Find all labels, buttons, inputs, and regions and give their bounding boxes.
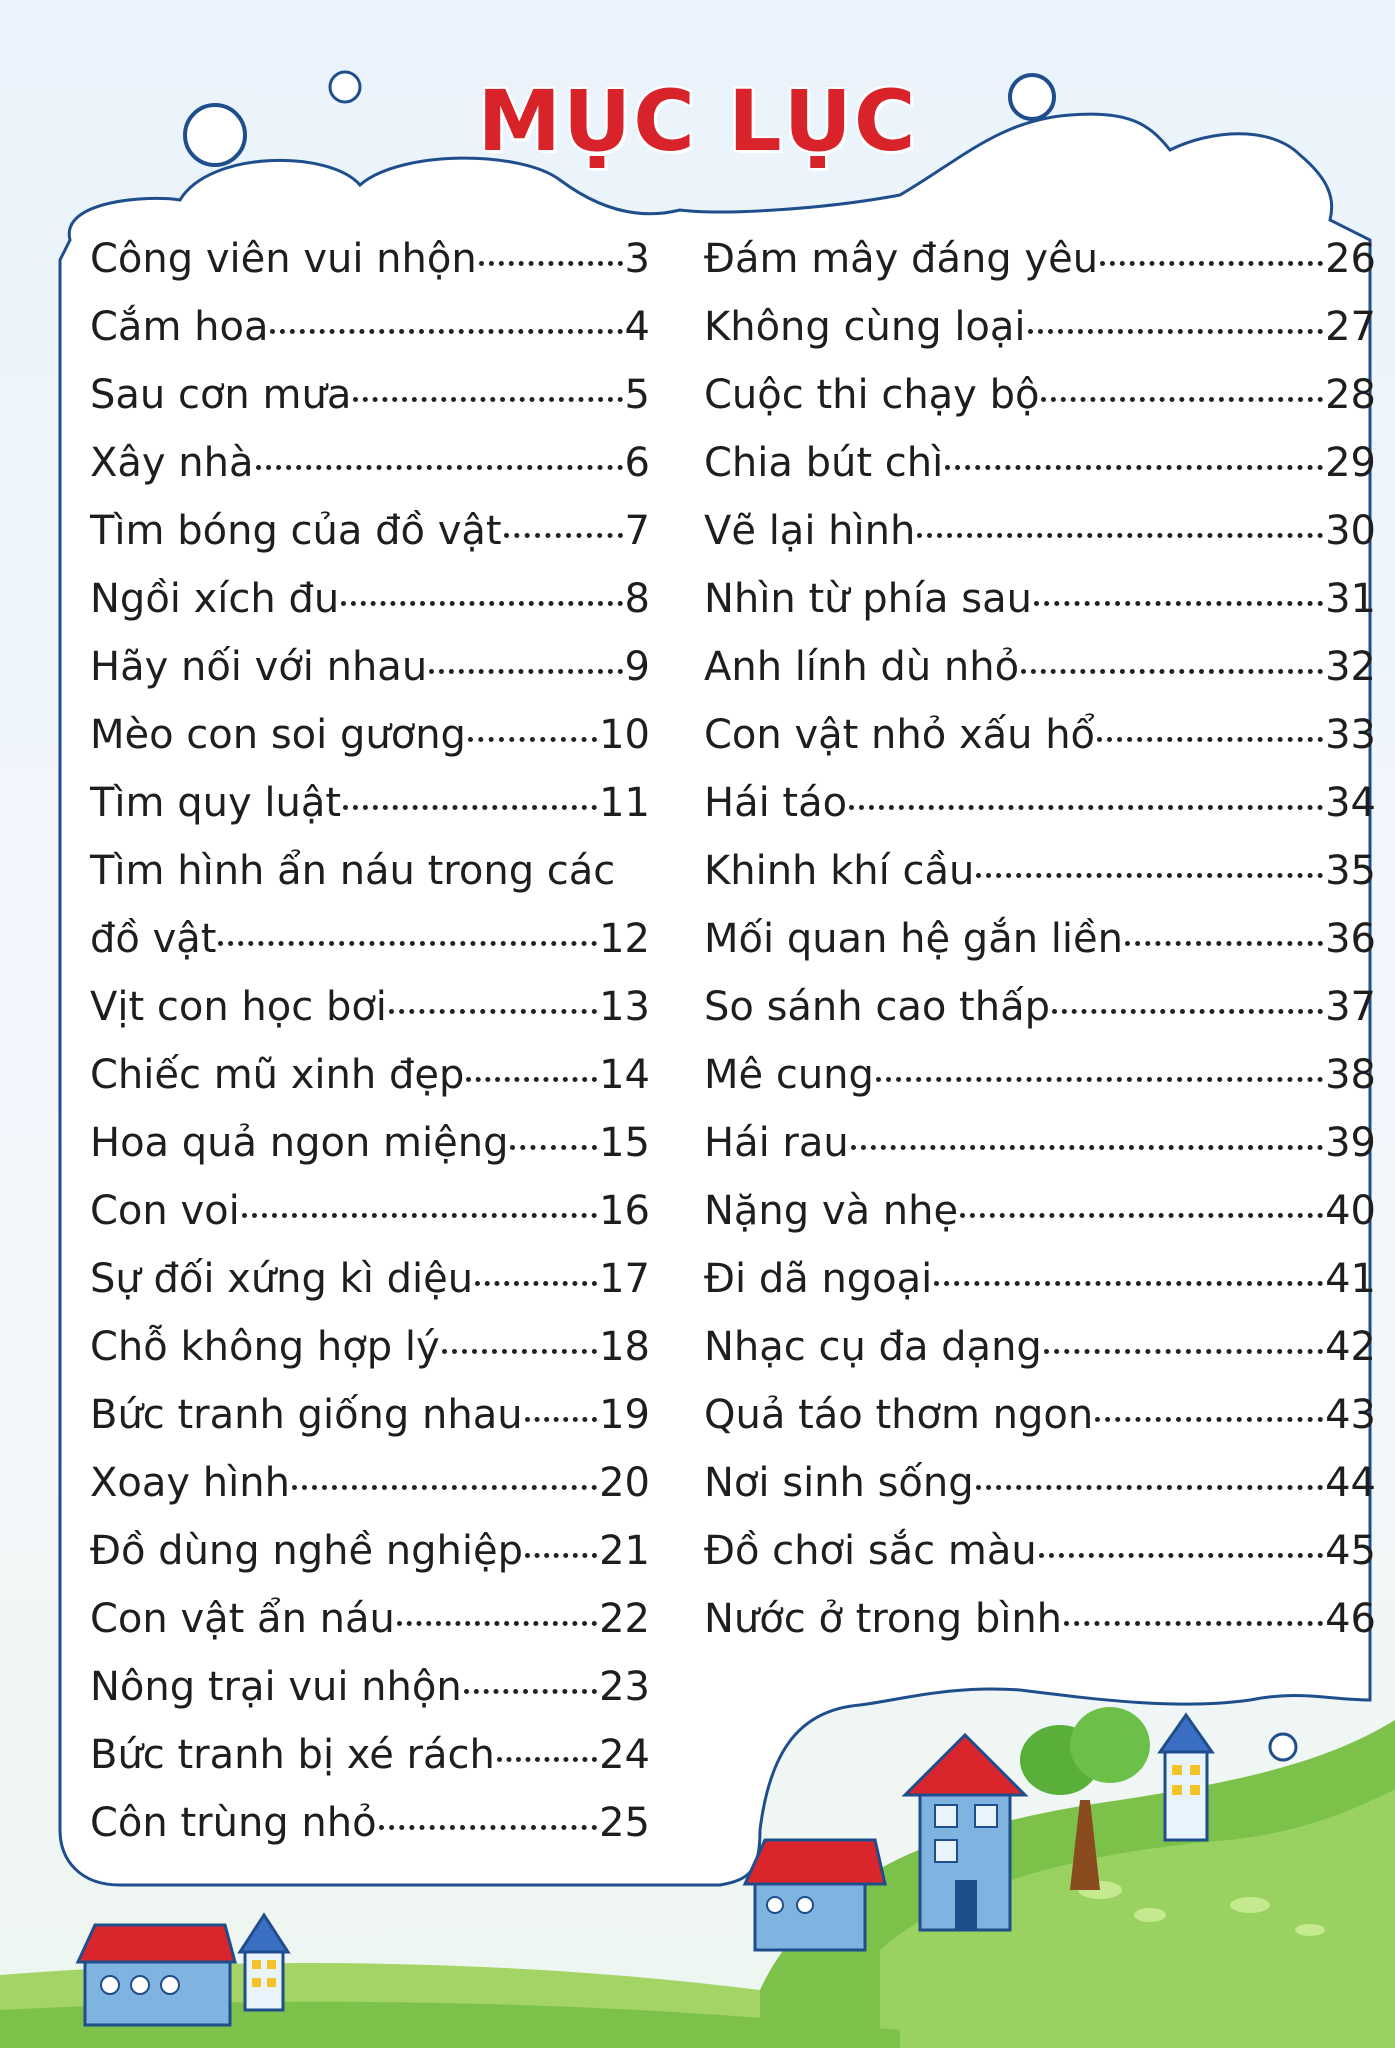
toc-entry-title: Mê cung [704, 1052, 874, 1098]
toc-entry-page: 9 [624, 644, 650, 690]
toc-entry-page: 38 [1325, 1052, 1376, 1098]
toc-entry-title: Con vật nhỏ xấu hổ [704, 712, 1096, 758]
toc-entry-page: 6 [624, 440, 650, 486]
dot-leader [1052, 1009, 1323, 1014]
toc-entry [90, 1732, 650, 1800]
dot-leader [917, 533, 1323, 538]
toc-entry-title: Bức tranh bị xé rách [90, 1732, 495, 1778]
dot-leader [353, 397, 622, 402]
dot-leader [876, 1077, 1323, 1082]
toc-entry-page: 37 [1325, 984, 1376, 1030]
toc-entry [90, 1188, 650, 1256]
dot-leader [1044, 1349, 1323, 1354]
toc-entry [704, 644, 1376, 712]
toc-entry-page: 39 [1325, 1120, 1376, 1166]
toc-left-column [90, 236, 650, 1868]
dot-leader [464, 1689, 597, 1694]
dot-leader [270, 329, 622, 334]
toc-entry-title: Anh lính dù nhỏ [704, 644, 1020, 690]
toc-entry-page: 26 [1325, 236, 1376, 282]
toc-entry-title: Quả táo thơm ngon [704, 1392, 1094, 1438]
toc-entry-title: Côn trùng nhỏ [90, 1800, 377, 1846]
dot-leader [1095, 1417, 1323, 1422]
toc-entry [90, 304, 650, 372]
dot-leader [1034, 601, 1323, 606]
toc-entry-title: Sự đối xứng kì diệu [90, 1256, 474, 1302]
toc-entry [90, 508, 650, 576]
toc-entry [90, 1120, 650, 1188]
toc-entry-page: 43 [1325, 1392, 1376, 1438]
toc-entry [90, 780, 650, 848]
dot-leader [1028, 329, 1324, 334]
dot-leader [475, 1281, 597, 1286]
page-title: MỤC LỤC [477, 72, 918, 170]
dot-leader [497, 1757, 597, 1762]
toc-entry-page: 34 [1325, 780, 1376, 826]
toc-entry [90, 1800, 650, 1868]
toc-entry-title: Vẽ lại hình [704, 508, 916, 554]
toc-entry-page: 45 [1325, 1528, 1376, 1574]
toc-entry-title: Vịt con học bơi [90, 984, 387, 1030]
dot-leader [218, 941, 597, 946]
toc-entry-page: 19 [599, 1392, 650, 1438]
dot-leader [851, 1145, 1323, 1150]
toc-entry-title: Ngồi xích đu [90, 576, 340, 622]
toc-entry [704, 984, 1376, 1052]
toc-entry-page: 16 [599, 1188, 650, 1234]
dot-leader [1064, 1621, 1323, 1626]
toc-entry-title: Nơi sinh sống [704, 1460, 974, 1506]
toc-entry [704, 440, 1376, 508]
toc-entry-page: 27 [1325, 304, 1376, 350]
house-icon [240, 1915, 288, 2010]
toc-entry-title: Con vật ẩn náu [90, 1596, 395, 1642]
toc-entry-title: Sau cơn mưa [90, 372, 352, 418]
toc-entry-title: Nước ở trong bình [704, 1596, 1063, 1642]
toc-entry-title: Mèo con soi gương [90, 712, 466, 758]
toc-entry-page: 44 [1325, 1460, 1376, 1506]
toc-entry [704, 916, 1376, 984]
toc-entry-title: Hái rau [704, 1120, 849, 1166]
toc-entry [90, 1392, 650, 1460]
toc-entry-page: 46 [1325, 1596, 1376, 1642]
toc-entry-page: 14 [599, 1052, 650, 1098]
dot-leader [389, 1009, 597, 1014]
toc-entry-page: 23 [599, 1664, 650, 1710]
toc-entry [704, 780, 1376, 848]
toc-entry-title: Chỗ không hợp lý [90, 1324, 440, 1370]
toc-entry-page: 11 [599, 780, 650, 826]
toc-entry [90, 712, 650, 780]
toc-entry-title: Tìm hình ẩn náu trong các [90, 848, 616, 894]
toc-entry-page: 5 [624, 372, 650, 418]
toc-entry-page: 25 [599, 1800, 650, 1846]
dot-leader [468, 737, 597, 742]
dot-leader [429, 669, 622, 674]
toc-entry [90, 576, 650, 644]
toc-entry-title: đồ vật [90, 916, 217, 962]
toc-entry-title: Nông trại vui nhộn [90, 1664, 462, 1710]
toc-entry-title: Đám mây đáng yêu [704, 236, 1099, 282]
toc-entry-page: 30 [1325, 508, 1376, 554]
toc-entry-page: 28 [1325, 372, 1376, 418]
toc-entry-title: Hãy nối với nhau [90, 644, 428, 690]
toc-entry [704, 848, 1376, 916]
dot-leader [343, 805, 597, 810]
toc-entry-title: Con voi [90, 1188, 240, 1234]
toc-entry-page: 12 [599, 916, 650, 962]
toc-entry [704, 1256, 1376, 1324]
toc-entry [90, 1460, 650, 1528]
dot-leader [849, 805, 1323, 810]
toc-entry-title: Hoa quả ngon miệng [90, 1120, 509, 1166]
toc-entry-page: 3 [624, 236, 650, 282]
toc-entry-page: 18 [599, 1324, 650, 1370]
toc-entry-title: Cắm hoa [90, 304, 269, 350]
dot-leader [479, 261, 623, 266]
toc-entry-page: 36 [1325, 916, 1376, 962]
house-icon [78, 1925, 235, 2025]
dot-leader [341, 601, 622, 606]
toc-entry-page: 31 [1325, 576, 1376, 622]
toc-entry-page: 8 [624, 576, 650, 622]
dot-leader [1100, 261, 1323, 266]
toc-entry-title: Đi dã ngoại [704, 1256, 933, 1302]
toc-entry [704, 1528, 1376, 1596]
toc-entry-page: 21 [599, 1528, 650, 1574]
toc-entry [704, 304, 1376, 372]
dot-leader [1097, 737, 1323, 742]
toc-entry-title: Nặng và nhẹ [704, 1188, 959, 1234]
toc-entry-title: Tìm quy luật [90, 780, 342, 826]
dot-leader [1125, 941, 1323, 946]
toc-entry [704, 712, 1376, 780]
toc-entry-title: Cuộc thi chạy bộ [704, 372, 1040, 418]
toc-entry-page: 13 [599, 984, 650, 1030]
dot-leader [256, 465, 623, 470]
dot-leader [1039, 1553, 1323, 1558]
toc-entry [704, 236, 1376, 304]
toc-entry-page: 4 [624, 304, 650, 350]
toc-entry [90, 916, 650, 984]
toc-entry [90, 1664, 650, 1732]
dot-leader [934, 1281, 1323, 1286]
dot-leader [510, 1145, 597, 1150]
toc-entry-title: Hái táo [704, 780, 848, 826]
toc-entry-title: Đồ dùng nghề nghiệp [90, 1528, 524, 1574]
dot-leader [525, 1417, 598, 1422]
toc-entry-title: Tìm bóng của đồ vật [90, 508, 502, 554]
toc-entry-title: Xoay hình [90, 1460, 290, 1506]
toc-right-column [704, 236, 1376, 1664]
toc-entry-page: 29 [1325, 440, 1376, 486]
toc-entry-page: 35 [1325, 848, 1376, 894]
toc-entry [704, 1120, 1376, 1188]
dot-leader [379, 1825, 598, 1830]
toc-entry-page: 15 [599, 1120, 650, 1166]
toc-entry-title: Bức tranh giống nhau [90, 1392, 523, 1438]
toc-entry-page: 24 [599, 1732, 650, 1778]
dot-leader [945, 465, 1323, 470]
toc-entry [704, 576, 1376, 644]
toc-entry-page: 20 [599, 1460, 650, 1506]
bubble-icon [1270, 1734, 1296, 1760]
dot-leader [525, 1553, 597, 1558]
toc-entry [704, 1392, 1376, 1460]
dot-leader [466, 1077, 597, 1082]
toc-entry-page: 32 [1325, 644, 1376, 690]
toc-entry [90, 848, 650, 916]
toc-entry [90, 984, 650, 1052]
toc-entry-title: Không cùng loại [704, 304, 1026, 350]
toc-entry-title: So sánh cao thấp [704, 984, 1050, 1030]
toc-entry-title: Xây nhà [90, 440, 254, 486]
toc-entry [90, 1052, 650, 1120]
toc-entry [704, 1324, 1376, 1392]
dot-leader [1021, 669, 1323, 674]
house-icon [745, 1840, 885, 1950]
toc-entry [704, 1596, 1376, 1664]
toc-entry-page: 41 [1325, 1256, 1376, 1302]
toc-entry [704, 1460, 1376, 1528]
toc-entry-page: 42 [1325, 1324, 1376, 1370]
toc-entry [90, 236, 650, 304]
toc-entry-title: Chia bút chì [704, 440, 944, 486]
dot-leader [976, 1485, 1323, 1490]
toc-entry-page: 40 [1325, 1188, 1376, 1234]
toc-entry [704, 508, 1376, 576]
toc-entry-page: 33 [1325, 712, 1376, 758]
dot-leader [442, 1349, 597, 1354]
toc-entry-page: 17 [599, 1256, 650, 1302]
toc-entry-page: 10 [599, 712, 650, 758]
toc-entry-title: Nhìn từ phía sau [704, 576, 1032, 622]
toc-entry [704, 372, 1376, 440]
toc-entry [90, 372, 650, 440]
dot-leader [960, 1213, 1323, 1218]
toc-entry [90, 440, 650, 508]
dot-leader [397, 1621, 597, 1626]
house-icon [905, 1735, 1025, 1930]
toc-entry-page: 7 [624, 508, 650, 554]
toc-entry-page: 22 [599, 1596, 650, 1642]
toc-entry-title: Mối quan hệ gắn liền [704, 916, 1123, 962]
dot-leader [292, 1485, 597, 1490]
toc-entry-title: Chiếc mũ xinh đẹp [90, 1052, 465, 1098]
toc-entry [90, 1256, 650, 1324]
toc-entry-title: Khinh khí cầu [704, 848, 975, 894]
house-icon [1160, 1715, 1212, 1840]
dot-leader [976, 873, 1323, 878]
toc-entry [90, 644, 650, 712]
toc-entry [90, 1596, 650, 1664]
toc-entry-title: Nhạc cụ đa dạng [704, 1324, 1042, 1370]
dot-leader [242, 1213, 597, 1218]
dot-leader [1041, 397, 1323, 402]
toc-entry-title: Đồ chơi sắc màu [704, 1528, 1037, 1574]
toc-entry [704, 1188, 1376, 1256]
toc-entry [90, 1528, 650, 1596]
toc-entry [704, 1052, 1376, 1120]
dot-leader [504, 533, 623, 538]
toc-entry-title: Công viên vui nhộn [90, 236, 477, 282]
toc-entry [90, 1324, 650, 1392]
